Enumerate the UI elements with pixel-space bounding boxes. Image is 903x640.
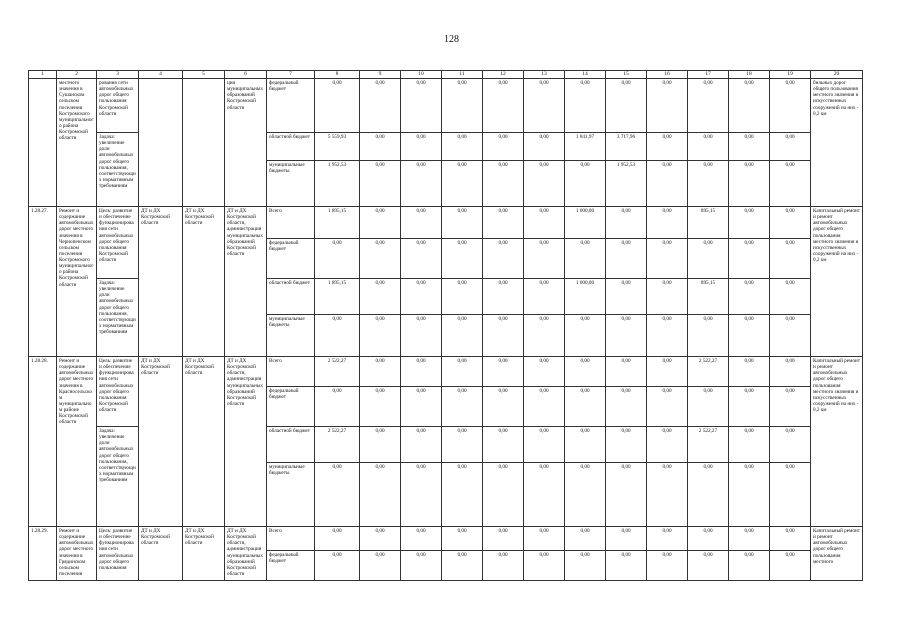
amount-cell: 0,00 — [606, 357, 647, 387]
amount-cell: 0,00 — [524, 279, 565, 315]
column-header: 6 — [225, 71, 267, 79]
amount-cell: 0,00 — [483, 79, 524, 133]
amount-cell: 2 522,27 — [688, 427, 729, 463]
amount-cell: 0,00 — [483, 357, 524, 387]
amount-cell: 0,00 — [524, 315, 565, 357]
amount-cell: 0,00 — [688, 315, 729, 357]
amount-cell: 0,00 — [565, 79, 606, 133]
amount-cell: 0,00 — [483, 551, 524, 581]
amount-cell: 0,00 — [524, 207, 565, 239]
table-row — [29, 79, 863, 133]
amount-cell: 0,00 — [770, 207, 811, 239]
amount-cell: 0,00 — [729, 161, 770, 207]
amount-cell: 0,00 — [401, 79, 442, 133]
executor-cell — [139, 79, 183, 207]
amount-cell: 0,00 — [483, 279, 524, 315]
amount-cell: 0,00 — [565, 315, 606, 357]
amount-cell: 0,00 — [315, 551, 360, 581]
amount-cell: 0,00 — [401, 239, 442, 279]
amount-cell: 2 522,27 — [315, 427, 360, 463]
column-header: 9 — [360, 71, 401, 79]
measure-name: местного значения в Сушанском сельском поселении Костромского муниципального района Костромской области — [57, 79, 97, 207]
amount-cell: 0,00 — [606, 387, 647, 427]
amount-cell: 0,00 — [647, 133, 688, 161]
funding-source: федеральный бюджет — [267, 79, 315, 133]
amount-cell: 0,00 — [606, 239, 647, 279]
amount-cell: 0,00 — [729, 427, 770, 463]
column-header: 18 — [729, 71, 770, 79]
column-header: 16 — [647, 71, 688, 79]
goal-cell: рования сети автомобильных дорог общего пользования Костромской области — [97, 79, 139, 133]
amount-cell: 0,00 — [606, 315, 647, 357]
amount-cell: 0,00 — [770, 279, 811, 315]
participants-cell: ДТ и ДХ Костромской области, администрации муниципальных образований Костромской области — [225, 527, 267, 581]
amount-cell: 0,00 — [606, 463, 647, 527]
amount-cell: 0,00 — [360, 207, 401, 239]
amount-cell: 0,00 — [729, 527, 770, 551]
column-header: 11 — [442, 71, 483, 79]
amount-cell: 0,00 — [442, 463, 483, 527]
amount-cell: 1 895,15 — [315, 207, 360, 239]
amount-cell: 0,00 — [401, 427, 442, 463]
amount-cell: 0,00 — [688, 79, 729, 133]
amount-cell: 0,00 — [315, 239, 360, 279]
amount-cell: 0,00 — [770, 427, 811, 463]
participants-cell: ДТ и ДХ Костромской области, администрации муниципальных образований Костромской области — [225, 207, 267, 357]
amount-cell: 0,00 — [524, 239, 565, 279]
amount-cell: 0,00 — [688, 133, 729, 161]
amount-cell: 895,15 — [688, 207, 729, 239]
amount-cell: 0,00 — [401, 357, 442, 387]
amount-cell: 0,00 — [401, 551, 442, 581]
funding-source: федеральный бюджет — [267, 239, 315, 279]
participants-cell: ДТ и ДХ Костромской области, администрации муниципальных образований Костромской области — [225, 357, 267, 527]
amount-cell: 0,00 — [770, 161, 811, 207]
amount-cell: 0,00 — [647, 207, 688, 239]
measure-name: Ремонт и содержание автомобильных дорог местного значения в Чернопенском сельском поселении Костромского муниципального района Костромской области — [57, 207, 97, 357]
amount-cell: 0,00 — [729, 463, 770, 527]
amount-cell: 895,15 — [688, 279, 729, 315]
amount-cell: 0,00 — [647, 161, 688, 207]
funding-source: федеральный бюджет — [267, 551, 315, 581]
amount-cell: 0,00 — [770, 527, 811, 551]
amount-cell: 2 522,27 — [315, 357, 360, 387]
funding-source: областной бюджет — [267, 133, 315, 161]
amount-cell: 0,00 — [647, 357, 688, 387]
amount-cell: 0,00 — [565, 527, 606, 551]
amount-cell: 0,00 — [442, 357, 483, 387]
amount-cell: 0,00 — [647, 279, 688, 315]
amount-cell: 0,00 — [770, 315, 811, 357]
amount-cell: 0,00 — [524, 463, 565, 527]
amount-cell: 0,00 — [770, 387, 811, 427]
amount-cell: 0,00 — [606, 279, 647, 315]
funding-source: муниципальные бюджеты — [267, 315, 315, 357]
amount-cell: 0,00 — [770, 357, 811, 387]
row-number: 1.28.29. — [29, 527, 57, 581]
page-number: 128 — [444, 34, 459, 45]
column-header: 7 — [267, 71, 315, 79]
measure-name: Ремонт и содержание автомобильных дорог местного значения в Грядинском сельском поселении — [57, 527, 97, 581]
coexecutor-cell: ДТ и ДХ Костромской области — [183, 207, 225, 357]
amount-cell: 0,00 — [442, 239, 483, 279]
coexecutor-cell: ДТ и ДХ Костромской области — [183, 357, 225, 527]
amount-cell: 0,00 — [442, 279, 483, 315]
amount-cell: 0,00 — [647, 239, 688, 279]
amount-cell: 0,00 — [401, 207, 442, 239]
amount-cell: 0,00 — [442, 387, 483, 427]
header-row — [29, 71, 863, 79]
amount-cell: 0,00 — [606, 207, 647, 239]
amount-cell: 0,00 — [606, 79, 647, 133]
amount-cell: 0,00 — [360, 527, 401, 551]
budget-table — [28, 70, 863, 581]
amount-cell: 0,00 — [770, 551, 811, 581]
amount-cell: 1 000,00 — [565, 279, 606, 315]
amount-cell: 0,00 — [524, 79, 565, 133]
amount-cell: 0,00 — [647, 527, 688, 551]
column-header: 14 — [565, 71, 606, 79]
amount-cell: 0,00 — [688, 161, 729, 207]
funding-source: областной бюджет — [267, 427, 315, 463]
amount-cell: 0,00 — [729, 133, 770, 161]
amount-cell: 0,00 — [729, 207, 770, 239]
row-number — [29, 79, 57, 207]
amount-cell: 0,00 — [360, 161, 401, 207]
column-header: 5 — [183, 71, 225, 79]
task-cell: Задача: увеличение доли автомобильных дорог общего пользования, соответствующих нормативным требованиям — [97, 427, 139, 527]
row-number: 1.28.28. — [29, 357, 57, 527]
amount-cell: 0,00 — [524, 527, 565, 551]
measure-name: Ремонт и содержание автомобильных дорог местного значения в Красносельском муниципальном районе Костромской области — [57, 357, 97, 527]
amount-cell: 1 000,00 — [565, 207, 606, 239]
amount-cell: 1 952,53 — [315, 161, 360, 207]
amount-cell: 0,00 — [401, 463, 442, 527]
amount-cell: 0,00 — [688, 239, 729, 279]
amount-cell: 0,00 — [770, 463, 811, 527]
amount-cell: 0,00 — [401, 315, 442, 357]
column-header: 8 — [315, 71, 360, 79]
amount-cell: 0,00 — [442, 427, 483, 463]
amount-cell: 0,00 — [647, 427, 688, 463]
amount-cell: 0,00 — [606, 551, 647, 581]
amount-cell: 0,00 — [360, 357, 401, 387]
participants-cell: ции муниципальных образований Костромской области — [225, 79, 267, 207]
amount-cell: 0,00 — [401, 161, 442, 207]
funding-source: областной бюджет — [267, 279, 315, 315]
amount-cell: 0,00 — [315, 315, 360, 357]
amount-cell: 0,00 — [315, 79, 360, 133]
amount-cell: 0,00 — [729, 279, 770, 315]
amount-cell: 0,00 — [401, 133, 442, 161]
coexecutor-cell: ДТ и ДХ Костромской области — [183, 527, 225, 581]
executor-cell: ДТ и ДХ Костромской области — [139, 207, 183, 357]
amount-cell: 0,00 — [565, 551, 606, 581]
amount-cell: 0,00 — [360, 551, 401, 581]
column-header: 15 — [606, 71, 647, 79]
amount-cell: 0,00 — [770, 133, 811, 161]
amount-cell: 0,00 — [524, 387, 565, 427]
amount-cell: 0,00 — [315, 527, 360, 551]
amount-cell: 0,00 — [729, 79, 770, 133]
amount-cell: 0,00 — [729, 387, 770, 427]
amount-cell: 0,00 — [770, 79, 811, 133]
amount-cell: 0,00 — [565, 463, 606, 527]
amount-cell: 0,00 — [483, 387, 524, 427]
amount-cell: 0,00 — [360, 315, 401, 357]
amount-cell: 0,00 — [442, 551, 483, 581]
column-header: 20 — [811, 71, 863, 79]
amount-cell: 0,00 — [483, 239, 524, 279]
table-row — [29, 207, 863, 239]
amount-cell: 0,00 — [524, 357, 565, 387]
funding-source: муниципальные бюджеты — [267, 463, 315, 527]
amount-cell: 0,00 — [688, 387, 729, 427]
funding-source: муниципальные бюджеты — [267, 161, 315, 207]
amount-cell: 0,00 — [729, 551, 770, 581]
task-cell: Задача: увеличение доли автомобильных дорог общего пользования, соответствующих нормативным требованиям — [97, 133, 139, 207]
amount-cell: 0,00 — [360, 279, 401, 315]
executor-cell: ДТ и ДХ Костромской области — [139, 527, 183, 581]
amount-cell: 0,00 — [483, 427, 524, 463]
amount-cell: 0,00 — [360, 239, 401, 279]
amount-cell: 0,00 — [483, 315, 524, 357]
column-header: 2 — [57, 71, 97, 79]
amount-cell: 0,00 — [565, 387, 606, 427]
amount-cell: 0,00 — [524, 161, 565, 207]
amount-cell: 0,00 — [360, 387, 401, 427]
amount-cell: 0,00 — [688, 463, 729, 527]
amount-cell: 0,00 — [524, 551, 565, 581]
amount-cell: 0,00 — [647, 79, 688, 133]
amount-cell: 0,00 — [483, 133, 524, 161]
goal-cell: Цель: развитие и обеспечение функционирования сети автомобильных дорог общего пользования Костромской области — [97, 357, 139, 427]
amount-cell: 0,00 — [442, 79, 483, 133]
column-header: 17 — [688, 71, 729, 79]
amount-cell: 5 559,93 — [315, 133, 360, 161]
amount-cell: 0,00 — [401, 279, 442, 315]
column-header: 10 — [401, 71, 442, 79]
amount-cell: 0,00 — [483, 161, 524, 207]
column-header: 12 — [483, 71, 524, 79]
amount-cell: 0,00 — [565, 357, 606, 387]
result-cell: бильных дорог общего пользования местного значения и искусственных сооружений на них - 0,2 км — [811, 79, 863, 207]
amount-cell: 0,00 — [688, 551, 729, 581]
amount-cell: 0,00 — [729, 239, 770, 279]
amount-cell: 0,00 — [360, 427, 401, 463]
amount-cell: 0,00 — [647, 387, 688, 427]
amount-cell: 0,00 — [729, 315, 770, 357]
amount-cell: 2 522,27 — [688, 357, 729, 387]
amount-cell: 0,00 — [442, 315, 483, 357]
funding-source: Всего — [267, 527, 315, 551]
executor-cell: ДТ и ДХ Костромской области — [139, 357, 183, 527]
table-row — [29, 357, 863, 387]
coexecutor-cell — [183, 79, 225, 207]
amount-cell: 0,00 — [565, 161, 606, 207]
row-number: 1.28.27. — [29, 207, 57, 357]
column-header: 19 — [770, 71, 811, 79]
amount-cell: 0,00 — [647, 551, 688, 581]
amount-cell: 0,00 — [442, 527, 483, 551]
amount-cell: 0,00 — [770, 239, 811, 279]
amount-cell: 0,00 — [442, 133, 483, 161]
amount-cell: 0,00 — [524, 133, 565, 161]
amount-cell: 0,00 — [524, 427, 565, 463]
amount-cell: 0,00 — [606, 527, 647, 551]
column-header: 4 — [139, 71, 183, 79]
amount-cell: 3 717,96 — [606, 133, 647, 161]
amount-cell: 1 895,15 — [315, 279, 360, 315]
amount-cell: 0,00 — [315, 387, 360, 427]
amount-cell: 0,00 — [315, 463, 360, 527]
result-cell: Капитальный ремонт и ремонт автомобильных дорог общего пользования местного — [811, 527, 863, 581]
amount-cell: 0,00 — [647, 463, 688, 527]
amount-cell: 0,00 — [442, 207, 483, 239]
amount-cell: 0,00 — [442, 161, 483, 207]
column-header: 3 — [97, 71, 139, 79]
goal-cell: Цель: развитие и обеспечение функционирования сети автомобильных дорог общего пользования Костромской области — [97, 207, 139, 279]
amount-cell: 0,00 — [360, 463, 401, 527]
amount-cell: 0,00 — [565, 427, 606, 463]
amount-cell: 0,00 — [401, 527, 442, 551]
result-cell: Капитальный ремонт и ремонт автомобильных дорог общего пользования местного значения и искусственных сооружений на них - 0,2 км — [811, 207, 863, 357]
table-row — [29, 527, 863, 551]
funding-source: федеральный бюджет — [267, 387, 315, 427]
funding-source: Всего — [267, 357, 315, 387]
column-header: 13 — [524, 71, 565, 79]
amount-cell: 0,00 — [565, 239, 606, 279]
amount-cell: 0,00 — [483, 527, 524, 551]
funding-source: Всего — [267, 207, 315, 239]
amount-cell: 0,00 — [401, 387, 442, 427]
amount-cell: 1 952,53 — [606, 161, 647, 207]
amount-cell: 0,00 — [360, 79, 401, 133]
amount-cell: 0,00 — [483, 463, 524, 527]
amount-cell: 1 841,97 — [565, 133, 606, 161]
amount-cell: 0,00 — [606, 427, 647, 463]
column-header: 1 — [29, 71, 57, 79]
result-cell: Капитальный ремонт и ремонт автомобильных дорог общего пользования местного значения и искусственных сооружений на них - 0,2 км — [811, 357, 863, 527]
amount-cell: 0,00 — [647, 315, 688, 357]
amount-cell: 0,00 — [360, 133, 401, 161]
goal-cell: Цель: развитие и обеспечение функционирования сети автомобильных дорог общего пользования — [97, 527, 139, 581]
amount-cell: 0,00 — [729, 357, 770, 387]
task-cell: Задача: увеличение доли автомобильных дорог общего пользования, соответствующих нормативным требованиям — [97, 279, 139, 357]
amount-cell: 0,00 — [483, 207, 524, 239]
amount-cell: 0,00 — [688, 527, 729, 551]
